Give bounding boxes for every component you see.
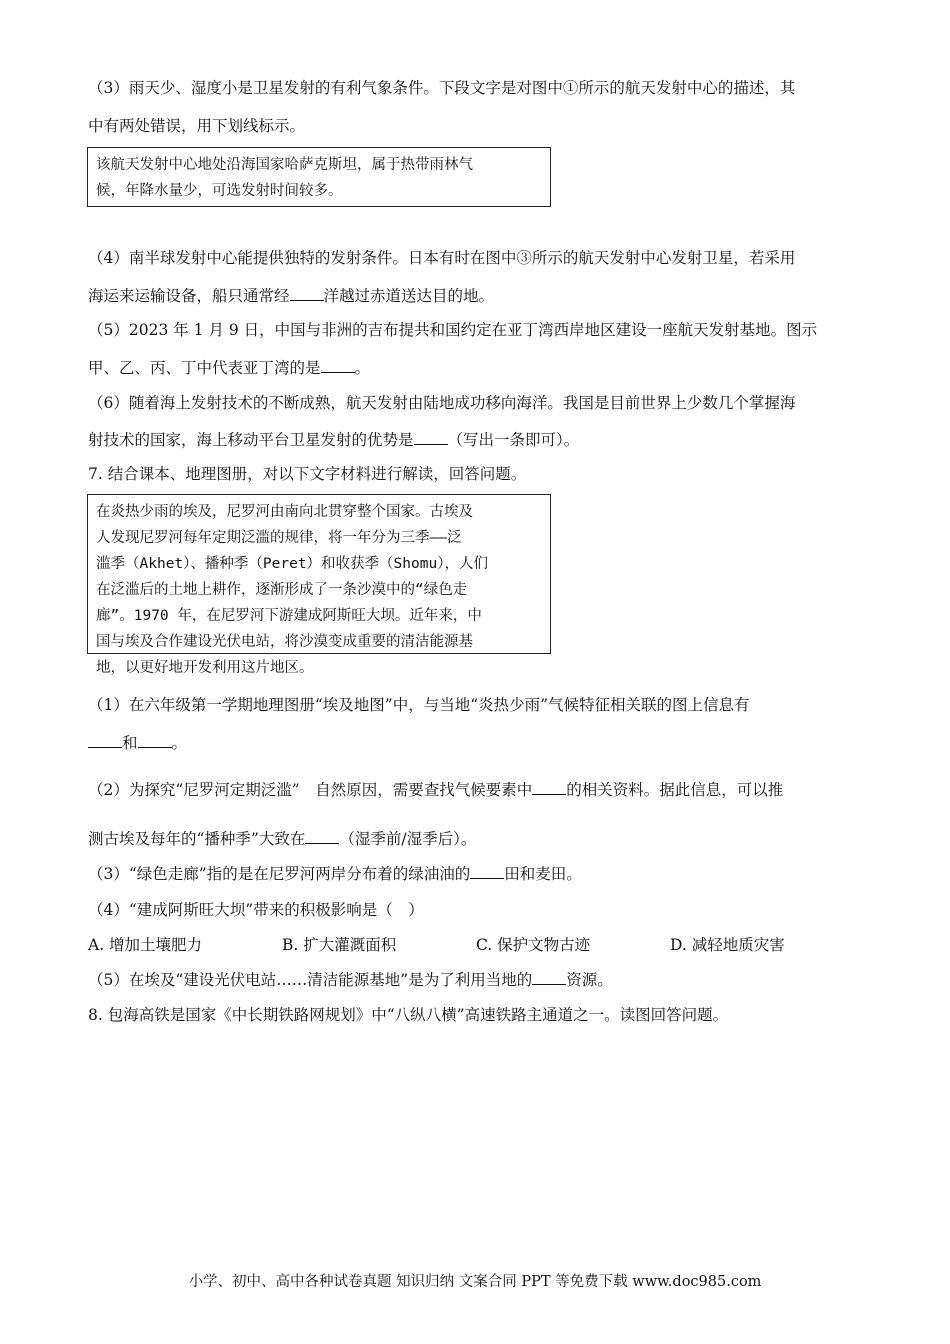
q7-2-line1-a: （2）为探究“尼罗河定期泛滥” 自然原因，需要查找气候要素中 — [88, 781, 533, 799]
answer-blank[interactable] — [138, 733, 172, 748]
box2-line2: 人发现尼罗河每年定期泛滥的规律，将一年分为三季——泛 — [96, 530, 462, 546]
q7-1-line2 — [88, 731, 187, 753]
q6-5-line2 — [88, 356, 370, 378]
q6-4-line2 — [88, 284, 494, 306]
q6-5-line2-b: 。 — [354, 359, 371, 377]
q7-2-line2-b: （湿季前/湿季后）。 — [339, 830, 477, 848]
q7-2-line2-a: 测古埃及每年的“播种季”大致在 — [88, 830, 306, 848]
answer-blank[interactable] — [88, 733, 122, 748]
q7-5-line-a: （5）在埃及“建设光伏电站……清洁能源基地”是为了利用当地的 — [88, 971, 533, 989]
q7-2-line2 — [88, 827, 476, 849]
box1-line1: 该航天发射中心地处沿海国家哈萨克斯坦，属于热带雨林气 — [96, 157, 473, 173]
q6-5-line2-a: 甲、乙、丙、丁中代表亚丁湾的是 — [88, 359, 321, 377]
description-box — [87, 147, 551, 207]
answer-blank[interactable] — [305, 829, 339, 844]
q7-5-line-b: 资源。 — [566, 971, 613, 989]
q6-5-line1: （5）2023 年 1 月 9 日，中国与非洲的吉布提共和国约定在亚丁湾西岸地区建设一座航天发射基地。图示 — [88, 321, 818, 339]
q7-3-line-a: （3）“绿色走廊”指的是在尼罗河两岸分布着的绿油油的 — [88, 865, 471, 883]
q6-4-line2-a: 海运来运输设备，船只通常经 — [88, 287, 290, 305]
page-footer: 小学、初中、高中各种试卷真题 知识归纳 文案合同 PPT 等免费下载 www.doc985.com — [188, 1274, 762, 1290]
answer-blank[interactable] — [532, 970, 566, 985]
answer-blank[interactable] — [470, 864, 504, 879]
q7-4-line: （4）“建成阿斯旺大坝”带来的积极影响是（ ） — [88, 901, 424, 919]
q7-2-line1-b: 的相关资料。据此信息，可以推 — [566, 781, 784, 799]
answer-blank[interactable] — [414, 430, 448, 445]
option-c[interactable]: C. 保护文物古迹 — [476, 936, 591, 954]
box2-line1: 在炎热少雨的埃及，尼罗河由南向北贯穿整个国家。古埃及 — [96, 504, 473, 520]
box1-line2: 候，年降水量少，可选发射时间较多。 — [96, 183, 343, 199]
q6-3-line2: 中有两处错误，用下划线标示。 — [88, 117, 306, 135]
q6-3-line1: （3）雨天少、湿度小是卫星发射的有利气象条件。下段文字是对图中①所示的航天发射中心的描述，其 — [88, 79, 796, 97]
option-d[interactable]: D. 减轻地质灾害 — [670, 936, 785, 954]
q6-6-line2-a: 射技术的国家，海上移动平台卫星发射的优势是 — [88, 431, 414, 449]
q7-3-line — [88, 862, 582, 884]
q7-2-line1 — [88, 778, 783, 800]
q7-1-line2-end: 。 — [171, 734, 188, 752]
q7-3-line-b: 田和麦田。 — [504, 865, 582, 883]
box2-line3: 滥季（Akhet）、播种季（Peret）和收获季（Shomu），人们 — [96, 556, 488, 572]
q7-1-line2-mid: 和 — [122, 734, 138, 752]
answer-blank[interactable] — [290, 286, 324, 301]
box2-line5: 廊”。1970 年，在尼罗河下游建成阿斯旺大坝。近年来，中 — [96, 608, 482, 624]
q8-title: 8. 包海高铁是国家《中长期铁路网规划》中“八纵八横”高速铁路主通道之一。读图回答问题。 — [88, 1006, 729, 1024]
q7-5-line — [88, 968, 613, 990]
answer-blank[interactable] — [532, 780, 566, 795]
q6-4-line2-b: 洋越过赤道送达目的地。 — [323, 287, 495, 305]
box2-line6: 国与埃及合作建设光伏电站，将沙漠变成重要的清洁能源基 — [96, 634, 473, 650]
q6-6-line2-b: （写出一条即可）。 — [447, 431, 580, 449]
option-a[interactable]: A. 增加土壤肥力 — [88, 936, 203, 954]
box2-line7: 地，以更好地开发利用这片地区。 — [96, 660, 314, 676]
q6-4-line1: （4）南半球发射中心能提供独特的发射条件。日本有时在图中③所示的航天发射中心发射卫星，若采用 — [88, 249, 796, 267]
answer-blank[interactable] — [321, 358, 355, 373]
material-box — [87, 494, 551, 676]
q6-6-line2 — [88, 428, 579, 450]
option-b[interactable]: B. 扩大灌溉面积 — [282, 936, 397, 954]
q7-1-line1: （1）在六年级第一学期地理图册“埃及地图”中，与当地“炎热少雨”气候特征相关联的图上信息有 — [88, 696, 750, 714]
box2-line4: 在泛滥后的土地上耕作，逐渐形成了一条沙漠中的“绿色走 — [96, 582, 468, 598]
q7-title: 7. 结合课本、地理图册，对以下文字材料进行解读，回答问题。 — [88, 465, 527, 483]
q6-6-line1: （6）随着海上发射技术的不断成熟，航天发射由陆地成功移向海洋。我国是目前世界上少数几个掌握海 — [88, 394, 796, 412]
